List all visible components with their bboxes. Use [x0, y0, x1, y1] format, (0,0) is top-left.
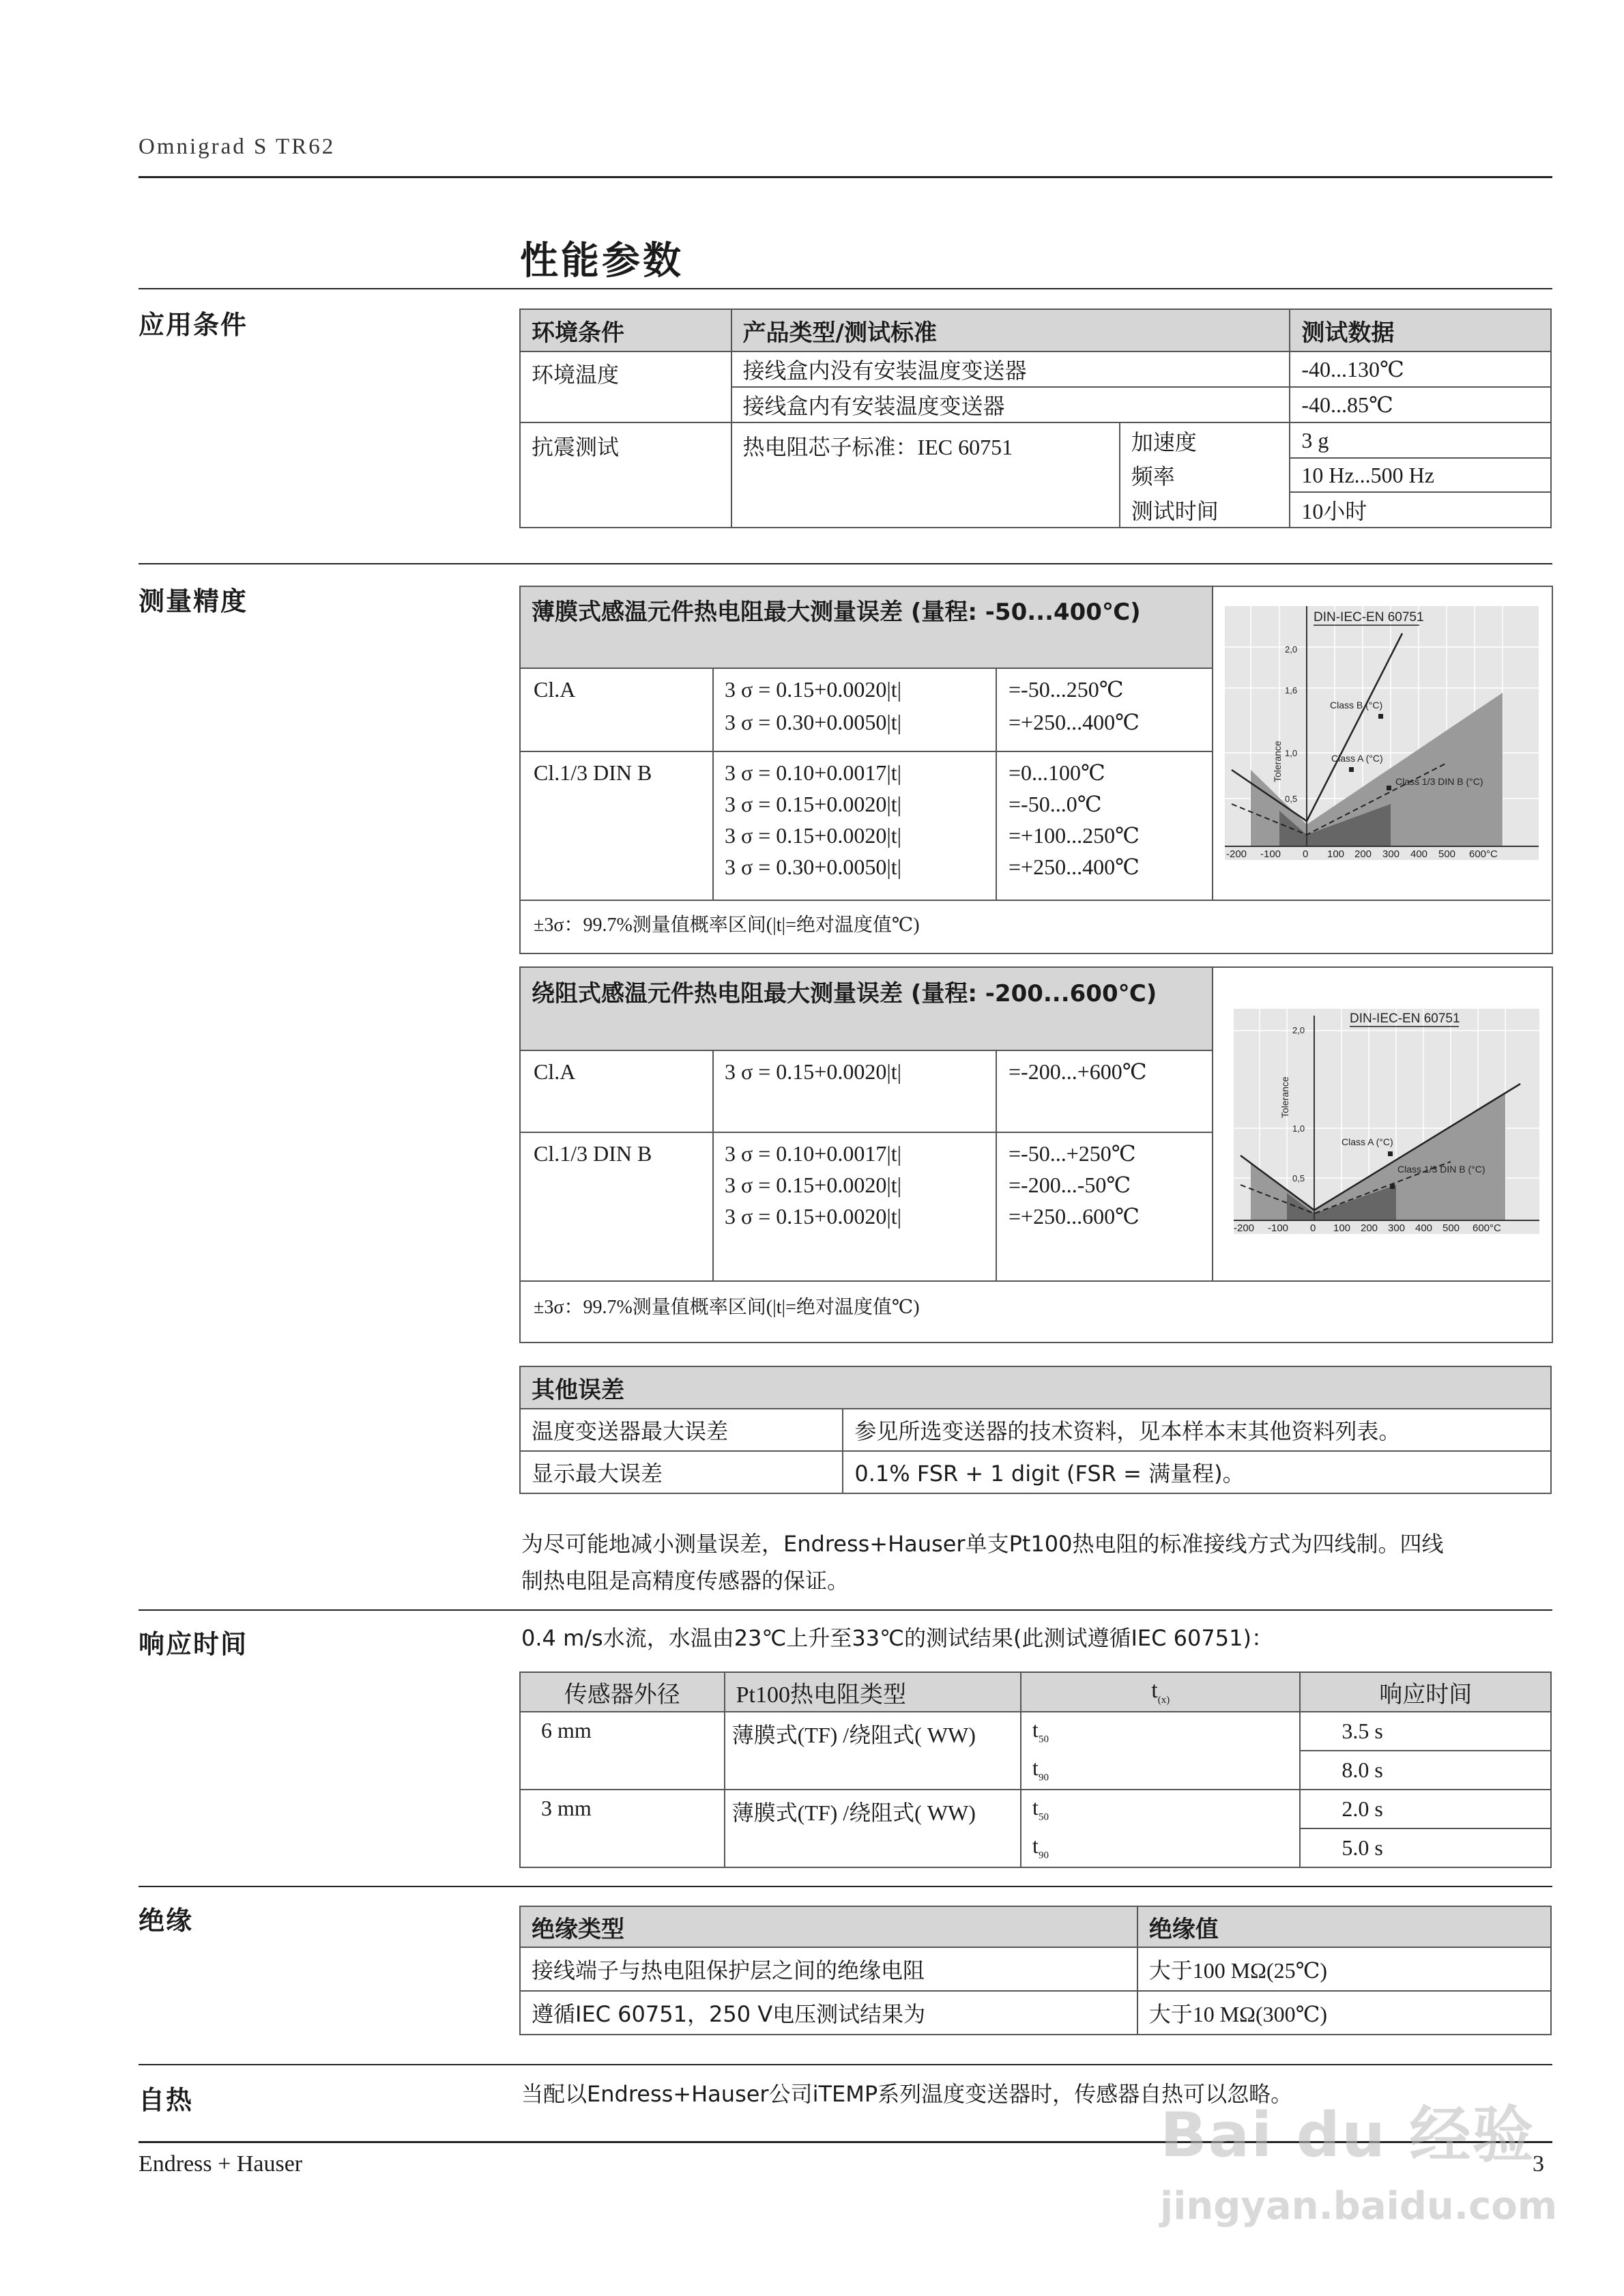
- section-rule: [139, 1609, 1552, 1611]
- ww-b-formula-2: 3 σ = 0.15+0.0020|t|: [725, 1173, 902, 1197]
- x-tick: 0: [1303, 848, 1309, 860]
- tf-a-formula-2: 3 σ = 0.30+0.0050|t|: [725, 710, 902, 734]
- section-self-heating: 自热: [139, 2085, 194, 2115]
- ww-a-range-1: =-200...+600℃: [1009, 1059, 1147, 1084]
- resp-type-1: 薄膜式(TF) /绕阻式( WW): [725, 1712, 1021, 1790]
- accuracy-paragraph-line-2: 制热电阻是高精度传感器的保证。: [521, 1568, 850, 1594]
- t-subscript: 50: [1038, 1734, 1049, 1745]
- chart-title: DIN-IEC-EN 60751: [1350, 1011, 1460, 1026]
- section-accuracy: 测量精度: [139, 586, 248, 616]
- divider: [521, 1280, 1550, 1282]
- insulation-value-2: 大于10 MΩ(300℃): [1137, 1991, 1551, 2035]
- ambient-value-2: -40...85℃: [1290, 387, 1551, 422]
- resp-t90-2: [1021, 1828, 1300, 1867]
- shock-value-1: 3 g: [1290, 422, 1551, 458]
- shock-param-1: 加速度: [1120, 422, 1290, 458]
- marker: [1378, 714, 1383, 719]
- section-rule: [139, 563, 1552, 564]
- ww-b-formula-1: 3 σ = 0.10+0.0017|t|: [725, 1141, 902, 1166]
- divider: [521, 1050, 1212, 1051]
- ww-b-range-2: =-200...-50℃: [1009, 1173, 1131, 1197]
- resp-t50-2: [1021, 1790, 1300, 1828]
- ambient-type-1: 接线盒内没有安装温度变送器: [731, 351, 1290, 387]
- page-number: 3: [1533, 2151, 1544, 2177]
- x-tick: -100: [1260, 848, 1281, 860]
- x-tick: -200: [1226, 848, 1247, 860]
- tf-a-range-2: =+250...400℃: [1009, 710, 1140, 734]
- other-error-label-2: 显示最大误差: [520, 1451, 843, 1493]
- tf-b-range-3: =+100...250℃: [1009, 823, 1140, 848]
- divider: [1212, 968, 1213, 1280]
- divider: [712, 1050, 714, 1280]
- ww-b-range-1: =-50...+250℃: [1009, 1141, 1136, 1166]
- marker: [1388, 1151, 1393, 1156]
- x-tick: 500: [1438, 848, 1456, 860]
- ambient-label: 环境温度: [520, 351, 731, 422]
- tf-b-range-1: =0...100℃: [1009, 760, 1105, 785]
- shock-value-3: 10小时: [1290, 492, 1551, 528]
- label-class-third: Class 1/3 DIN B (°C): [1395, 776, 1483, 787]
- tf-b-formula-4: 3 σ = 0.30+0.0050|t|: [725, 855, 902, 879]
- x-tick: 400: [1410, 848, 1428, 860]
- x-tick: 0: [1310, 1222, 1316, 1234]
- ww-a-formula-1: 3 σ = 0.15+0.0020|t|: [725, 1059, 902, 1084]
- resp-header-type: Pt100热电阻类型: [725, 1672, 1021, 1712]
- shock-param-3: 测试时间: [1120, 492, 1290, 528]
- y-axis-label: Tolerance: [1272, 741, 1283, 782]
- x-tick: -200: [1234, 1222, 1255, 1234]
- divider: [521, 668, 1212, 669]
- divider: [521, 1132, 1212, 1133]
- t-symbol: t: [1032, 1755, 1039, 1781]
- x-tick: 600°C: [1469, 848, 1498, 860]
- ww-b-range-3: =+250...600℃: [1009, 1204, 1140, 1229]
- insulation-header-value: 绝缘值: [1137, 1906, 1551, 1947]
- resp-header-diameter: 传感器外径: [520, 1672, 725, 1712]
- marker: [1387, 786, 1391, 790]
- header-rule: [139, 176, 1552, 178]
- watermark-url: jingyan.baidu.com: [1160, 2184, 1558, 2228]
- tf-b-range-4: =+250...400℃: [1009, 855, 1140, 879]
- x-tick: 300: [1382, 848, 1400, 860]
- resp-t50-1: [1021, 1712, 1300, 1751]
- x-tick: 200: [1361, 1222, 1378, 1234]
- tf-b-formula-2: 3 σ = 0.15+0.0020|t|: [725, 792, 902, 816]
- label-class-b: Class B (°C): [1330, 700, 1383, 711]
- y-tick: 1,6: [1285, 685, 1298, 695]
- y-tick: 2,0: [1292, 1025, 1305, 1035]
- divider: [521, 900, 1550, 901]
- resp-diameter-1: 6 mm: [520, 1712, 725, 1790]
- y-axis-label: Tolerance: [1279, 1076, 1290, 1118]
- tf-tolerance-chart: [1225, 606, 1539, 860]
- other-error-value-2: 0.1% FSR + 1 digit (FSR = 满量程)。: [843, 1451, 1551, 1493]
- section-insulation: 绝缘: [139, 1906, 194, 1936]
- x-tick: 600°C: [1473, 1222, 1501, 1234]
- tf-class-a: Cl.A: [534, 677, 576, 702]
- ww-class-b: Cl.1/3 DIN B: [534, 1141, 652, 1166]
- insulation-value-1: 大于100 MΩ(25℃): [1137, 1947, 1551, 1991]
- self-heating-text: 当配以Endress+Hauser公司iTEMP系列温度变送器时，传感器自热可以忽略。: [521, 2081, 1293, 2107]
- tf-note: ±3σ：99.7%测量值概率区间(|t|=绝对温度值℃): [534, 915, 920, 936]
- other-errors-title: 其他误差: [520, 1366, 1551, 1409]
- y-tick: 1,0: [1292, 1123, 1305, 1134]
- x-tick: 200: [1354, 848, 1372, 860]
- t-symbol: t: [1032, 1717, 1039, 1742]
- tf-b-range-2: =-50...0℃: [1009, 792, 1102, 816]
- y-tick: 0,5: [1285, 794, 1298, 804]
- other-error-label-1: 温度变送器最大误差: [520, 1409, 843, 1451]
- shock-value-2: 10 Hz...500 Hz: [1290, 458, 1551, 492]
- section-rule: [139, 1886, 1552, 1887]
- x-tick: -100: [1268, 1222, 1289, 1234]
- env-header-data: 测试数据: [1290, 309, 1551, 351]
- t-symbol: t: [1032, 1833, 1039, 1859]
- t-symbol: t: [1032, 1795, 1039, 1820]
- accuracy-paragraph-line-1: 为尽可能地减小测量误差，Endress+Hauser单支Pt100热电阻的标准接线方式为四线制。四线: [521, 1531, 1444, 1557]
- shock-label: 抗震测试: [520, 422, 731, 528]
- environment-table: [519, 308, 1552, 528]
- shock-standard: 热电阻芯子标准：IEC 60751: [731, 422, 1120, 528]
- shock-param-2: 频率: [1120, 458, 1290, 492]
- y-tick: 0,5: [1292, 1173, 1305, 1183]
- x-tick: 400: [1415, 1222, 1433, 1234]
- divider: [1212, 587, 1213, 900]
- marker: [1349, 767, 1354, 772]
- other-error-value-1: 参见所选变送器的技术资料，见本样本末其他资料列表。: [843, 1409, 1551, 1451]
- ww-table-title: 绕阻式感温元件热电阻最大测量误差 (量程: -200...600℃): [521, 968, 1212, 1050]
- t-subscript: 90: [1038, 1772, 1049, 1783]
- y-tick: 1,0: [1285, 748, 1298, 758]
- ambient-value-1: -40...130℃: [1290, 351, 1551, 387]
- chart-title: DIN-IEC-EN 60751: [1314, 610, 1424, 625]
- divider: [712, 668, 714, 900]
- resp-header-t: t: [1151, 1678, 1158, 1704]
- divider: [521, 751, 1212, 752]
- label-class-a: Class A (°C): [1331, 753, 1383, 764]
- ambient-type-2: 接线盒内有安装温度变送器: [731, 387, 1290, 422]
- footer-company: Endress + Hauser: [139, 2151, 303, 2177]
- resp-diameter-2: 3 mm: [520, 1790, 725, 1867]
- resp-header-time: 响应时间: [1300, 1672, 1551, 1712]
- x-tick: 300: [1388, 1222, 1406, 1234]
- section-rule: [139, 288, 1552, 289]
- other-errors-table: [519, 1366, 1552, 1494]
- label-class-third: Class 1/3 DIN B (°C): [1397, 1164, 1485, 1175]
- section-rule: [139, 2064, 1552, 2065]
- tf-class-b: Cl.1/3 DIN B: [534, 760, 652, 785]
- t-subscript: 50: [1038, 1811, 1049, 1823]
- resp-type-2: 薄膜式(TF) /绕阻式( WW): [725, 1790, 1021, 1867]
- response-time-table: [519, 1671, 1552, 1868]
- resp-value-2a: 2.0 s: [1300, 1790, 1551, 1828]
- section-application: 应用条件: [139, 310, 248, 340]
- section-response: 响应时间: [139, 1629, 248, 1659]
- insulation-type-2: 遵循IEC 60751，250 V电压测试结果为: [520, 1991, 1137, 2035]
- divider: [996, 1050, 997, 1280]
- resp-value-2b: 5.0 s: [1300, 1828, 1551, 1867]
- label-class-a: Class A (°C): [1342, 1136, 1393, 1147]
- tf-a-range-1: =-50...250℃: [1009, 677, 1124, 702]
- ww-b-formula-3: 3 σ = 0.15+0.0020|t|: [725, 1204, 902, 1229]
- x-tick: 500: [1442, 1222, 1460, 1234]
- t-subscript: 90: [1038, 1850, 1049, 1861]
- doc-title: Omnigrad S TR62: [139, 134, 336, 159]
- insulation-table: [519, 1906, 1552, 2035]
- resp-t90-1: [1021, 1751, 1300, 1790]
- response-intro: 0.4 m/s水流，水温由23℃上升至33℃的测试结果(此测试遵循IEC 60751)：: [521, 1625, 1273, 1651]
- x-tick: 100: [1327, 848, 1345, 860]
- ww-tolerance-chart: [1234, 1009, 1539, 1234]
- marker: [1390, 1184, 1395, 1189]
- y-tick: 2,0: [1285, 644, 1298, 655]
- resp-header-tx: [1021, 1672, 1300, 1712]
- tf-b-formula-3: 3 σ = 0.15+0.0020|t|: [725, 823, 902, 848]
- env-header-type: 产品类型/测试标准: [731, 309, 1290, 351]
- ww-note: ±3σ：99.7%测量值概率区间(|t|=绝对温度值℃): [534, 1297, 920, 1318]
- ww-class-a: Cl.A: [534, 1059, 576, 1084]
- resp-value-1b: 8.0 s: [1300, 1751, 1551, 1790]
- resp-value-1a: 3.5 s: [1300, 1712, 1551, 1751]
- watermark-brand: Bai du 经验: [1160, 2099, 1535, 2171]
- resp-header-x: (x): [1157, 1694, 1170, 1706]
- tf-a-formula-1: 3 σ = 0.15+0.0020|t|: [725, 677, 902, 702]
- page-title: 性能参数: [520, 239, 684, 283]
- tf-b-formula-1: 3 σ = 0.10+0.0017|t|: [725, 760, 902, 785]
- insulation-type-1: 接线端子与热电阻保护层之间的绝缘电阻: [520, 1947, 1137, 1991]
- env-header-condition: 环境条件: [520, 309, 731, 351]
- insulation-header-type: 绝缘类型: [520, 1906, 1137, 1947]
- tf-table-title: 薄膜式感温元件热电阻最大测量误差 (量程: -50...400℃): [521, 587, 1212, 668]
- divider: [996, 668, 997, 900]
- x-tick: 100: [1333, 1222, 1351, 1234]
